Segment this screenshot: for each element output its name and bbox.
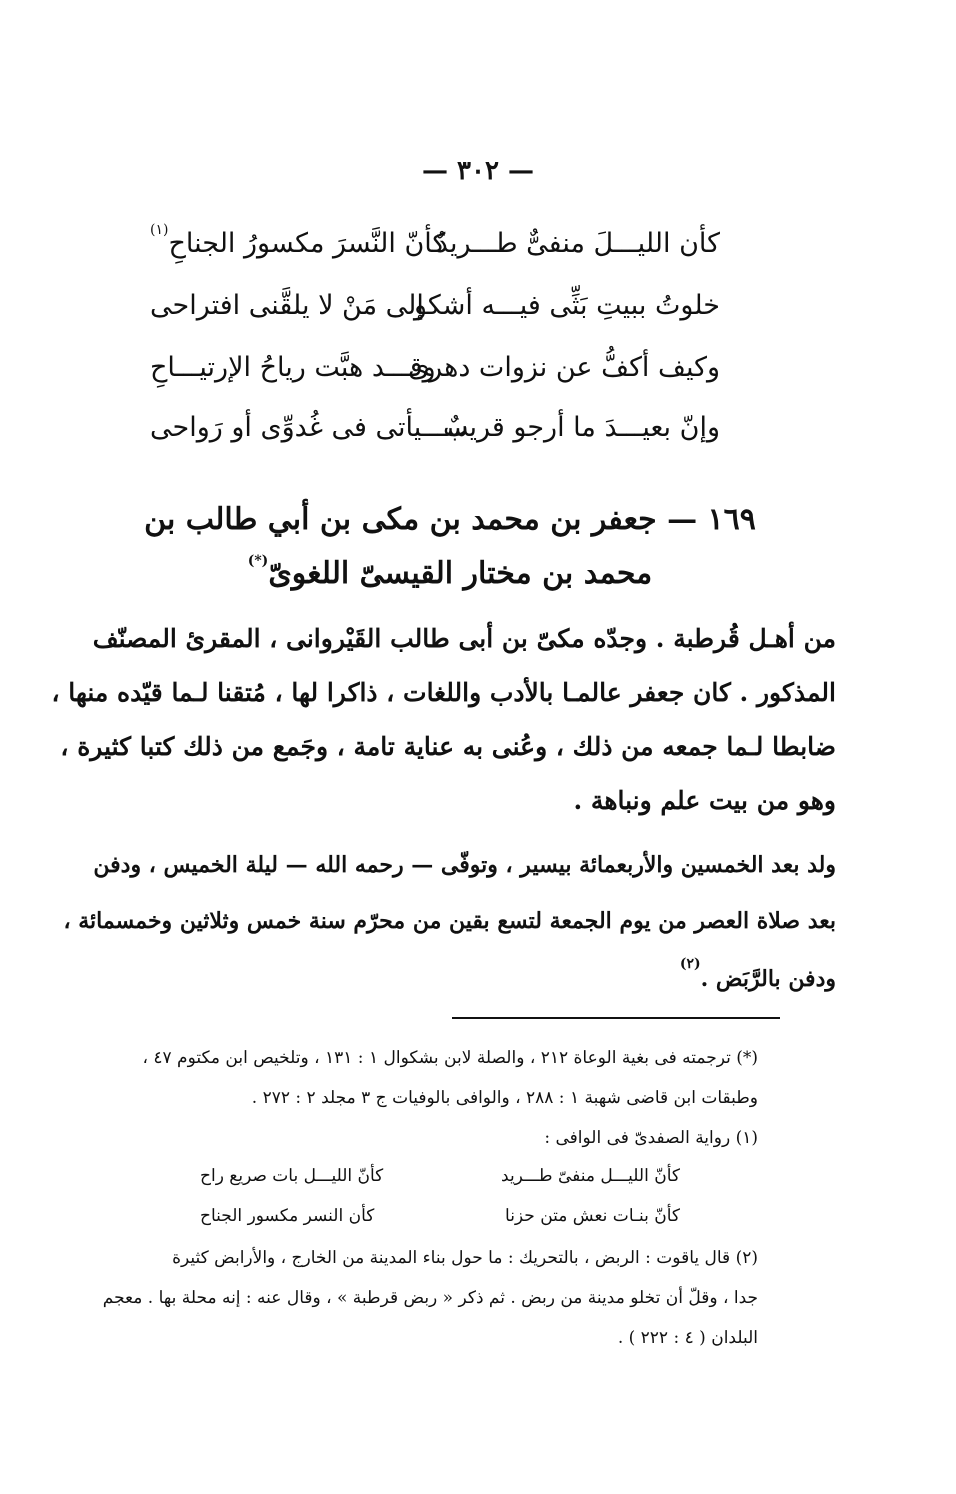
paragraph-line: بعد صلاة العصر من يوم الجمعة لتسع بقين من محرّم سنة خمس وثلاثين وخمسمائة ، bbox=[63, 908, 836, 934]
entry-title-line-2 bbox=[130, 553, 770, 591]
footnote-marker: (*) bbox=[247, 553, 269, 569]
footnote-2-line: جدا ، وقلّ أن تخلو مدينة من ربض . ثم ذكر « ربض قرطبة » ، وقال عنه : إنه محلة بها . معجم bbox=[102, 1288, 758, 1308]
entry-title-text: محمد بن مختار القيسىّ اللغوىّ bbox=[268, 556, 653, 591]
verse-first-hemistich: خلوتُ ببيتِ بَثِّى فيـــه أشكو bbox=[413, 290, 720, 321]
poem-verse bbox=[150, 222, 720, 278]
page-number: — ٣٠٢ — bbox=[421, 156, 535, 186]
footnote-star-line: (*) ترجمته فى بغية الوعاة ٢١٢ ، والصلة لابن بشكوال ١ : ١٣١ ، وتلخيص ابن مكتوم ٤٧ ، bbox=[142, 1048, 758, 1068]
verse-first-hemistich: كأن الليـــلَ منفىٌّ طـــريدٌ bbox=[435, 228, 720, 259]
paragraph-line: المذكور . كان جعفر عالمـا بالأدب واللغات ، ذاكرا لها ، مُتقنا لـما قيّده منها ، bbox=[51, 678, 836, 707]
entry-title-line-1: ١٦٩ — جعفر بن محمد بن مكى بن أبي طالب بن bbox=[144, 502, 756, 537]
footnote-1-verse bbox=[200, 1206, 680, 1236]
verse-second-hemistich: وقـــد هبَّت رياحُ الإرتيـــاحِ bbox=[150, 352, 436, 383]
footnote-separator bbox=[452, 1017, 780, 1019]
paragraph-line bbox=[166, 956, 836, 992]
footnote-2-line: (٢) قال ياقوت : الربض ، بالتحريك : ما حول بناء المدينة من الخارج ، والأرابض كثيرة bbox=[172, 1248, 758, 1268]
verse-second-hemistich: كأن النسر مكسور الجناح bbox=[200, 1206, 375, 1226]
poem-verse bbox=[150, 290, 720, 340]
verse-second-hemistich: كأنّ الليـــل بات صريع راح bbox=[200, 1166, 384, 1186]
paragraph-line: وهو من بيت علم ونباهة . bbox=[573, 786, 836, 815]
poem-verse bbox=[150, 352, 720, 402]
paragraph-line: من أهـل قُرطبة . وجدّه مكىّ بن أبى طالب القَيْروانى ، المقرئ المصنّف bbox=[92, 624, 836, 653]
footnote-2-line: البلدان ( ٤ : ٢٢٢ ) . bbox=[617, 1328, 758, 1348]
paragraph-line-text: ودفن بالرَّبَض . bbox=[700, 966, 836, 992]
footnote-star-line: وطبقات ابن قاضى شهبة ١ : ٢٨٨ ، والوافى بالوفيات ج ٣ مجلد ٢ : ٢٧٢ . bbox=[251, 1088, 758, 1108]
verse-first-hemistich: وإنّ بعيـــدَ ما أرجو قريبٌ bbox=[443, 412, 720, 443]
footnote-1-verse bbox=[200, 1166, 680, 1196]
verse-second-hemistich: إلى مَنْ لا يلقَّنى افتراحى bbox=[150, 290, 424, 321]
verse-second-hemistich bbox=[150, 222, 446, 259]
verse-first-hemistich: كأنّ الليـــل منفىّ طـــريد bbox=[501, 1166, 680, 1186]
verse-second-hemistich: ســـيأتى فى غُدوِّى أو رَواحى bbox=[150, 412, 469, 443]
verse-second-hemistich-text: كأنّ النَّسرَ مكسورُ الجناحِ bbox=[168, 228, 446, 259]
footnote-marker: (٢) bbox=[679, 956, 701, 972]
paragraph-line: ولد بعد الخمسين والأربعمائة بيسير ، وتوفّى — رحمه الله — ليلة الخميس ، ودفن bbox=[93, 852, 836, 878]
verse-first-hemistich: وكيف أكفُّ عن نزوات دهرى bbox=[408, 352, 720, 383]
verse-first-hemistich: كأنّ بنـات نعش متن حزنا bbox=[505, 1206, 680, 1226]
footnote-1-intro: (١) رواية الصفدىّ فى الوافى : bbox=[544, 1128, 758, 1148]
footnote-marker: (١) bbox=[150, 222, 169, 238]
poem-verse bbox=[150, 412, 720, 462]
paragraph-line: ضابطا لـما جمعه من ذلك ، وعُنى به عناية تامة ، وجَمع من ذلك كتبا كثيرة ، bbox=[60, 732, 836, 761]
